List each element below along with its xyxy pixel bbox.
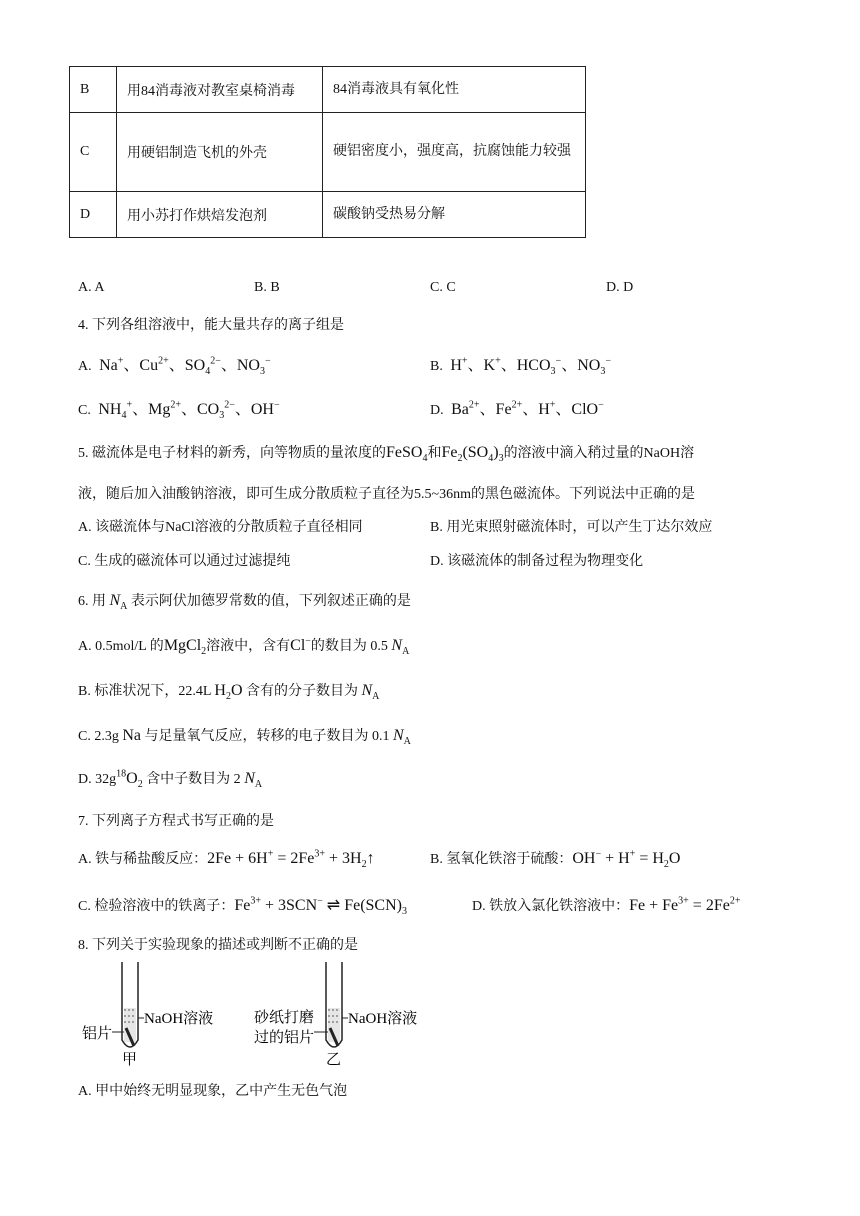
row-reason: 碳酸钠受热易分解 (323, 192, 586, 238)
table-row (70, 192, 586, 238)
q3-option-c: C. C (430, 280, 456, 295)
q6-option-a: A. 0.5mol/L 的MgCl$_2$溶液中，含有Cl−的数目为 0.5 $N_A$ (78, 635, 410, 658)
row-label: B (70, 67, 117, 113)
row-reason: 84消毒液具有氧化性 (323, 67, 586, 113)
test-tube-yi (326, 962, 342, 1047)
row-application: 用硬铝制造飞机的外壳 (117, 113, 323, 192)
q3-option-b: B. B (254, 280, 280, 295)
row-reason: 硬铝密度小，强度高，抗腐蚀能力较强 (323, 113, 586, 192)
naoh-label-1: NaOH溶液 (144, 1011, 214, 1027)
q5-option-b: B. 用光束照射磁流体时，可以产生丁达尔效应 (430, 520, 713, 535)
q3-option-d: D. D (606, 280, 634, 295)
q4-option-b: B. H+、K+、$HCO_3^-$、$NO_3^-$ (430, 355, 611, 378)
q5-option-a: A. 该磁流体与NaCl溶液的分散质粒子直径相同 (78, 520, 363, 535)
q5-option-c: C. 生成的磁流体可以通过过滤提纯 (78, 554, 291, 569)
row-label: D (70, 192, 117, 238)
q5-stem-line1: 5. 磁流体是电子材料的新秀，向等物质的量浓度的FeSO$_4$和$Fe_2(SO_4)_3$的溶液中滴入稍过量的NaOH溶 (78, 444, 695, 465)
q5-stem-line2: 液，随后加入油酸钠溶液，即可生成分散质粒子直径为5.5~36nm的黑色磁流体。下列说法中正确的是 (78, 487, 695, 502)
q5-option-d: D. 该磁流体的制备过程为物理变化 (430, 554, 644, 569)
naoh-label-2: NaOH溶液 (348, 1011, 418, 1027)
q6-stem: 6. 用 $N_A$ 表示阿伏加德罗常数的值，下列叙述正确的是 (78, 592, 411, 612)
q6-option-d: D. $32g^{18}O_2$ 含中子数目为 2 $N_A$ (78, 768, 263, 791)
row-application: 用84消毒液对教室桌椅消毒 (117, 67, 323, 113)
q6-option-c: C. 2.3g Na 与足量氧气反应，转移的电子数目为 0.1 $N_A$ (78, 727, 411, 747)
q4-option-c: C. $NH_4^+$、$Mg^{2+}$、$CO_3^{2-}$、OH− (78, 399, 280, 422)
q7-option-d: D. 铁放入氯化铁溶液中：$Fe + Fe^{3+} = 2Fe^{2+}$ (472, 895, 741, 914)
q7-stem: 7. 下列离子方程式书写正确的是 (78, 814, 274, 829)
q4-option-d: D. $Ba^{2+}$、$Fe^{2+}$、H+、ClO− (430, 399, 604, 418)
label-jia: 甲 (122, 1052, 138, 1068)
q8-option-a: A. 甲中始终无明显现象，乙中产生无色气泡 (78, 1084, 348, 1099)
al-label-1: 铝片 (82, 1026, 113, 1042)
q7-option-b: B. 氢氧化铁溶于硫酸：$OH^- + H^+ = H_2O$ (430, 848, 681, 871)
q4-option-a: A. Na+、$Cu^{2+}$、$SO_4^{2-}$、$NO_3^-$ (78, 355, 271, 378)
al-label-2a: 砂纸打磨 (254, 1010, 315, 1026)
q4-stem: 4. 下列各组溶液中，能大量共存的离子组是 (78, 318, 344, 333)
q3-option-a: A. A (78, 280, 105, 295)
label-yi: 乙 (326, 1052, 342, 1068)
table-row (70, 113, 586, 192)
option-table (69, 66, 586, 238)
q7-option-a: A. 铁与稀盐酸反应：$2Fe + 6H^+ = 2Fe^{3+}$ + $3H_2↑$ (78, 848, 375, 871)
al-label-2b: 过的铝片 (254, 1030, 315, 1046)
test-tube-figure (78, 958, 438, 1068)
row-label: C (70, 113, 117, 192)
test-tube-jia (122, 962, 138, 1047)
q8-stem: 8. 下列关于实验现象的描述或判断不正确的是 (78, 938, 358, 953)
table-row (70, 67, 586, 113)
row-application: 用小苏打作烘焙发泡剂 (117, 192, 323, 238)
q7-option-c: C. 检验溶液中的铁离子：$Fe^{3+} + 3SCN^-$ ⇌ $Fe(SCN)_3$ (78, 895, 407, 918)
q6-option-b: B. 标准状况下，22.4L $H_2O$ 含有的分子数目为 $N_A$ (78, 682, 380, 703)
